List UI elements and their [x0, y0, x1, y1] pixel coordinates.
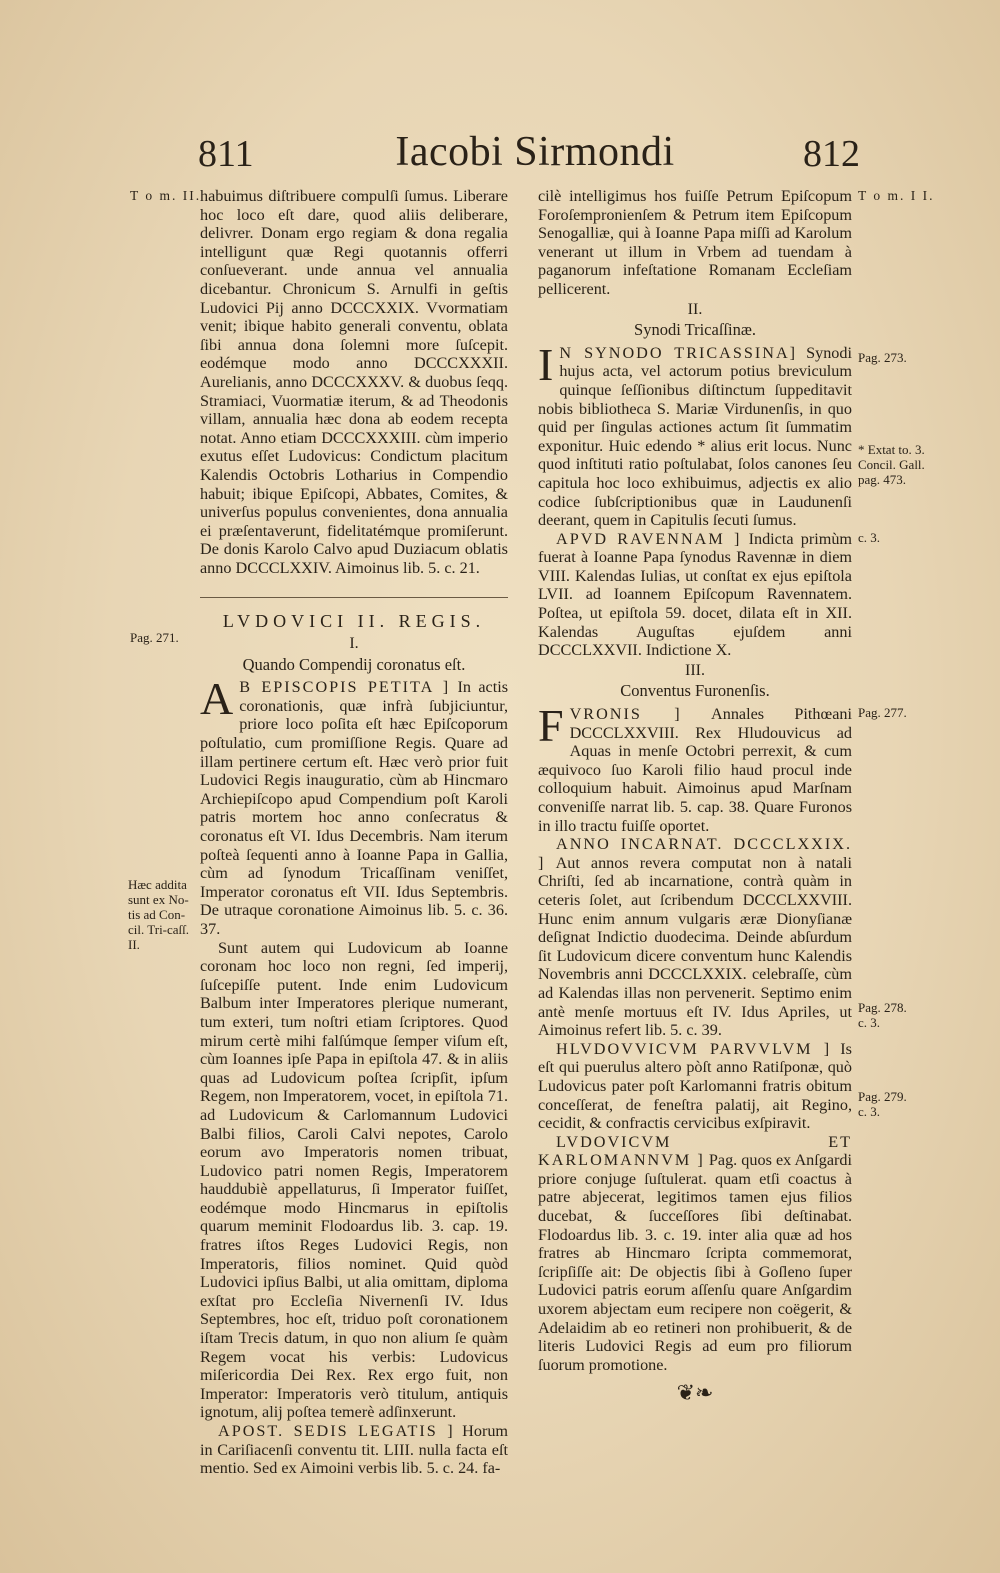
paragraph-text: Synodi hujus acta, vel actorum potius breviculum quinque ſeſſionibus diſtinctum ſuppeditavit nobis bibliotheca S. Mariæ Virdunenſis, in quo quid per ſingulas actiones actum ſit ſummatim exponitur. Huic edendo * alius erit locus. Nunc quod inſtituti ratio poſtulabat, ſolos canones ſeu capitula hoc loco exhibuimus, adjectis ex alio codice ſubſcriptionibus quæ in Laudunenſi deerant, quem in Capitulis ſecuti ſumus.	[538, 343, 852, 530]
lemma: ANNO INCARNAT. DCCCLXXIX. ]	[538, 835, 852, 872]
lemma: APOST. SEDIS LEGATIS ]	[218, 1422, 455, 1440]
page-number-left: 811	[198, 133, 254, 175]
paragraph-text: Aut annos revera computat non à natali Chriſti, ſed ab incarnatione, contrà quàm in ceteris ſolet, aut ſcribendum DCCCLXXVIII. Hunc enim annum vulgaris æræ Dionyſianæ deſignat Indictio duodecima. Deinde abſurdum ſit Ludovicum dicere conventum hunc Kalendis Novembris anni DCCCLXXIX. celebraſſe, cùm ad Kalendas illas non pervenerit. Septimo enim antè menſe mortuus eſt IV. Idus Apriles, ut Aimoinus refert lib. 5. c. 39.	[538, 853, 853, 1040]
section-number: I.	[349, 635, 359, 653]
margin-note-pag277: Pag. 277.	[858, 705, 907, 720]
running-header	[0, 128, 1000, 180]
margin-note-pag271: Pag. 271.	[130, 630, 179, 645]
section-heading: Quando Compendij coronatus eſt.	[242, 654, 466, 674]
right-paragraph-1: cilè intelligimus hos fuiſſe Petrum Epiſcopum Foroſempronienſem & Petrum item Epiſcopum Senogalliæ, qui à Ioanne Papa miſſi ad Karolum venerant ut illum in Vrbem ad tuendam à paganorum infeſtatione Romanam Eccleſiam pellicerent.	[538, 187, 852, 298]
lemma: HLVDOVVICVM PARVVLVM ]	[556, 1039, 832, 1058]
drop-cap: I	[538, 338, 554, 390]
section-number: III.	[685, 661, 705, 679]
drop-cap: A	[200, 673, 234, 725]
right-paragraph-6	[538, 1040, 852, 1133]
section-heading: Synodi Tricaſſinæ.	[634, 320, 756, 340]
right-paragraph-7	[538, 1133, 852, 1375]
left-paragraph-1: habuimus diſtribuere compulſi ſumus. Liberare hoc loco eſt dare, quod aliis deliberare, delivrer. Donam ergo regiam & dona regalia intelligunt quæ Regi quotannis offerri conſueverant. unde annua vel annualia dicebantur. Chronicum S. Arnulfi in geſtis Ludovici Pij anno DCCCXXIX. Vvormatiam venit; ibique habito generali conventu, oblata ſibi annua dona ſolemni more ſuſcepit. eodémque modo anno DCCCXXXII. Aurelianis, anno DCCCXXXV. & duobus ſeqq. Stramiaci, Vuormatiæ iterum, & ad Theodonis villam, annualia hæc dona ab eodem recepta notat. Anno etiam DCCCXXXIII. cùm imperio exutus eſſet Ludovicus: Condictum placitum Kalendis Octobris Lotharius in Compendio habuit; ibique Epiſcopi, Abbates, Comites, & univerſus populus convenientes, dona annualia ei præſentaverunt, fidelitatémque promiſerunt. De donis Karolo Calvo apud Duziacum oblatis anno DCCCLXXIV. Aimoinus lib. 5. c. 21.	[200, 187, 508, 577]
running-title: Iacobi Sirmondi	[395, 129, 675, 175]
section-rule	[200, 597, 508, 598]
right-paragraph-4	[538, 700, 852, 835]
page-number-right: 812	[803, 133, 860, 175]
paragraph-text: Is eſt qui puerulus altero pòſt anno Ratiſponæ, quò Ludovicus pater poſt Karlomanni fratris obitum conceſſerat, de feneſtra palatij, ait Regino, cecidit, & confractis cervicibus exſpiravit.	[538, 1039, 852, 1133]
margin-note-extat: * Extat to. 3. Concil. Gall. pag. 473.	[858, 442, 925, 487]
drop-cap: F	[538, 700, 564, 752]
paragraph-text: Horum in Cariſiacenſi conventu tit. LIII. nulla facta eſt mentio. Sed ex Aimoini verbis lib. 5. c. 24. fa-	[200, 1422, 509, 1478]
lemma: APVD RAVENNAM ]	[556, 529, 742, 548]
margin-note-c3: c. 3.	[858, 530, 881, 545]
lemma: LVDOVICVM ET KARLOMANNVM ]	[538, 1132, 852, 1170]
margin-note-haec-addita: Hæc addita sunt ex No-tis ad Con-cil. Tri-caſſ. II.	[128, 877, 190, 952]
section-title: LVDOVICI II. REGIS.	[222, 611, 486, 632]
ornament-icon: ❦❧	[676, 1380, 714, 1406]
margin-note-pag273: Pag. 273.	[858, 350, 907, 365]
right-paragraph-2	[538, 338, 852, 530]
lemma: N SYNODO TRICASSINA]	[559, 343, 798, 362]
margin-tome-left: T o m. II.	[130, 188, 202, 203]
paragraph-text: Indicta primùm fuerat à Ioanne Papa ſynodus Ravennæ in diem VIII. Kalendas Iulias, ut conſtat ex ejus epiſtola LVII. ad Ioannem Epiſcopum Ravennatem. Poſtea, ut epiſtola 59. docet, dilata eſt in XII. Kalendas Auguſtas ejuſdem anni DCCCLXXVII. Indictione X.	[538, 529, 853, 660]
section-number: II.	[687, 300, 703, 318]
left-paragraph-4	[200, 1422, 508, 1478]
lemma: B EPISCOPIS PETITA ]	[239, 678, 451, 697]
left-paragraph-2	[200, 673, 509, 938]
margin-note-pag278: Pag. 278. c. 3.	[858, 1000, 907, 1030]
left-paragraph-3: Sunt autem qui Ludovicum ab Ioanne coronam hoc loco non regni, ſed imperij, ſuſcepiſſe putent. Inde enim Ludovicum Balbum inter Imperatores plerique numerant, tum exteri, tum noſtri etiam ſcriptores. Quod mirum certè mihi falſúmque ſemper viſum eſt, cùm Ioannes ipſe Papa in epiſtola 47. & in aliis quas ad Ludovicum poſtea ſcripſit, ipſum Regem, non Imperatorem, vocet, in epiſtola 71. ad Ludovicum & Carlomannum Ludovici Balbi filios, Caroli Calvi nepotes, Carolo eorum avo Imperatoris nomen tribuat, Ludovico patri nomen Regis, Imperatorem hauddubiè appellaturus, ſi Imperator fuiſſet, eodémque modo Hincmarus in epiſtolis quarum meminit Flodoardus lib. 3. cap. 19. fratres iſtos Reges Ludovici Regis, non Imperatoris, filios nominet. Quid quòd Ludovici ipſius Balbi, ut alia omittam, diploma exſtat pro Eccleſia Nivernenſi IV. Idus Septembres, hoc eſt, triduo poſt coronationem iſtam Trecis datum, in quo non alium ſe quàm Regem vocat his verbis: Ludovicus miſericordia Dei Rex. Rex ergo fuit, non Imperator: Imperatoris verò titulum, antiquis ignotum, alij poſtea temerè adſinxerunt.	[200, 938, 508, 1422]
right-paragraph-3	[538, 530, 852, 660]
paragraph-text: In actis coronationis, quæ infrà ſubjiciuntur, priore loco poſita eſt hæc Epiſcoporum poſtulatio, cum promiſſione Regis. Quare ad illam pertinere certum eſt. Hæc verò prior fuit Ludovici Regis inauguratio, cùm ab Hincmaro Archiepiſcopo apud Compendium poſt Karoli patris mortem hoc anno conſecratus & coronatus eſt VI. Idus Decembris. Nam iterum poſteà ſequenti anno à Ioanne Papa in Gallia, cùm ad ſynodum Tricaſſinam veniſſet, Imperator coronatus eſt VII. Idus Septembris. De utraque coronatione Aimoinus lib. 5. c. 36. 37.	[200, 678, 509, 938]
lemma: VRONIS ]	[569, 705, 682, 724]
margin-tome-right: T o m. I I.	[858, 188, 935, 203]
paragraph-text: Annales Pithœani DCCCLXXVIII. Rex Hludouvicus ad Aquas in menſe Octobri perrexit, & cum æquivoco ſuo Karoli filio haud procul inde colloquium habuit. Aimoinus apud Marſnam conveniſſe narrat lib. 5. cap. 38. Quare Furonos in illo tractu fuiſſe oportet.	[538, 705, 852, 835]
margin-note-pag279: Pag. 279. c. 3.	[858, 1089, 907, 1119]
right-column	[538, 187, 853, 1406]
left-column	[200, 187, 508, 1478]
paragraph-text: Pag. quos ex Anſgardi priore conjuge ſuſtulerat. quam etſi coactus à patre abjecerat, legitimos tamen ejus filios ducebat, & ſucceſſores ſibi deſtinabat. Flodoardus lib. 3. c. 19. inter alia quæ ad hos fratres ab Hincmaro ſcripta commemorat, ſcripſiſſe ait: De objectis ſibi à Goſleno ſuper Ludovici patris eorum aſſenſu quare Anſgardim uxorem abjectam eum recipere non coëgerit, & Adelaidim ab eo retineri non prohibuerit, & de literis Ludovici Regis ad eum pro filiorum ſuorum promotione.	[538, 1151, 852, 1374]
right-paragraph-5	[538, 835, 852, 1040]
section-heading: Conventus Furonenſis.	[620, 681, 770, 701]
